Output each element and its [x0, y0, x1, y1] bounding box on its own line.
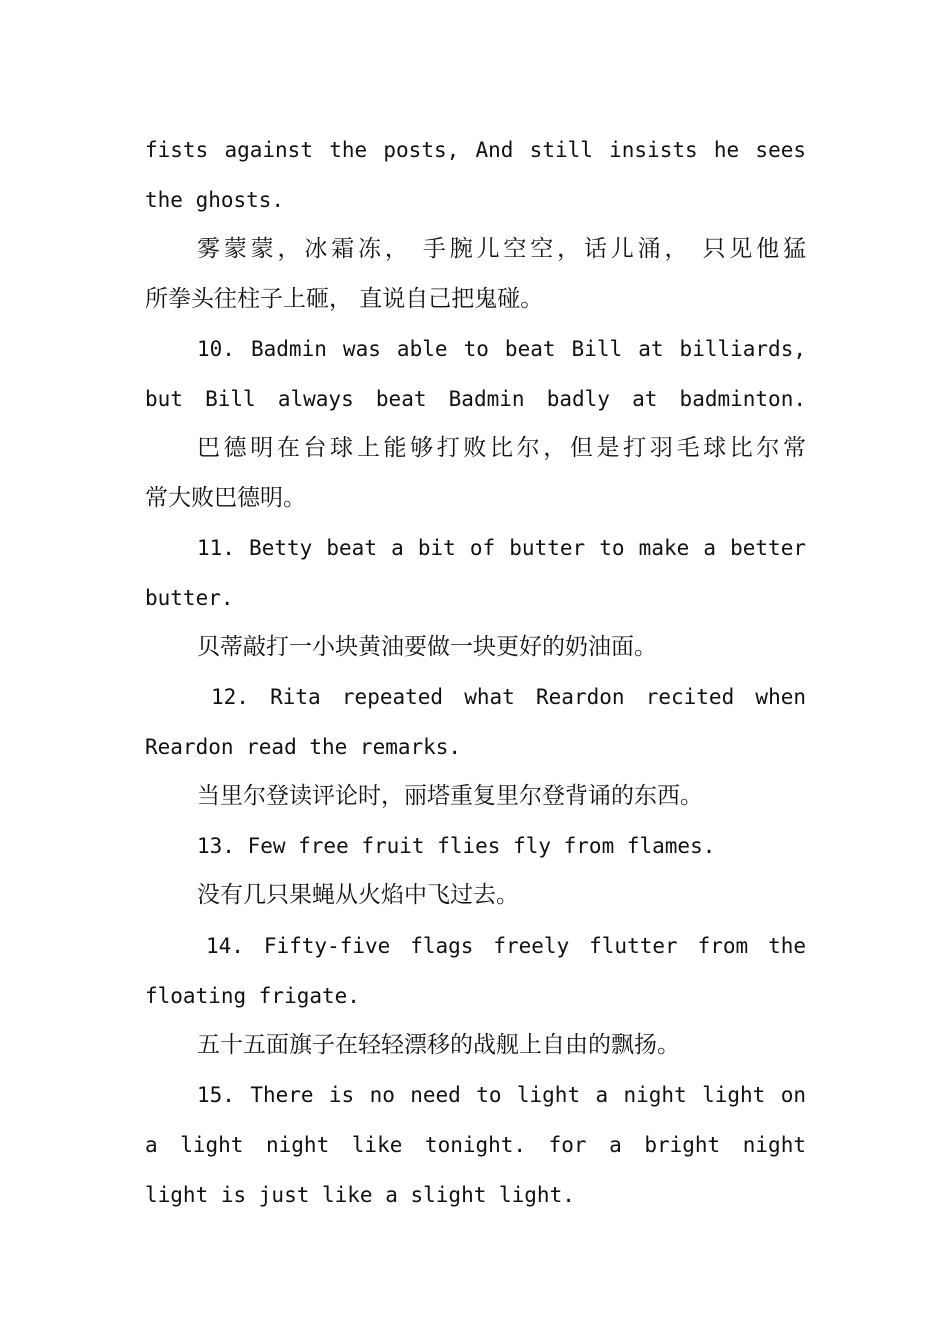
text-line: 常大败巴德明。 — [145, 485, 306, 511]
text-line: 没有几只果蝇从火焰中飞过去。 — [197, 882, 519, 908]
text-line: a light night like tonight. for a bright night — [145, 1133, 806, 1157]
text-line: 所拳头往柱子上砸， 直说自己把鬼碰。 — [145, 286, 544, 312]
text-line: 五十五面旗子在轻轻漂移的战舰上自由的飘扬。 — [197, 1032, 680, 1058]
text-line: 雾蒙蒙，冰霜冻， 手腕儿空空，话儿涌， 只见他猛 — [197, 236, 806, 262]
text-line: 13. Few free fruit flies fly from flames. — [197, 834, 716, 858]
text-line: light is just like a slight light. — [145, 1183, 575, 1207]
text-line: 12. Rita repeated what Reardon recited when — [211, 685, 806, 709]
text-line: 15. There is no need to light a night light on — [197, 1083, 806, 1107]
text-line: 当里尔登读评论时，丽塔重复里尔登背诵的东西。 — [197, 783, 703, 809]
text-line: 巴德明在台球上能够打败比尔，但是打羽毛球比尔常 — [197, 435, 806, 461]
text-line: but Bill always beat Badmin badly at badminton. — [145, 387, 806, 411]
text-line: floating frigate. — [145, 984, 360, 1008]
text-line: 11. Betty beat a bit of butter to make a better — [197, 536, 806, 560]
text-line: fists against the posts, And still insists he sees — [145, 138, 806, 162]
text-line: 贝蒂敲打一小块黄油要做一块更好的奶油面。 — [197, 634, 657, 660]
text-line: 10. Badmin was able to beat Bill at billiards, — [197, 337, 806, 361]
text-line: the ghosts. — [145, 188, 285, 212]
text-line: 14. Fifty-five flags freely flutter from the — [206, 934, 806, 958]
text-line: butter. — [145, 586, 234, 610]
text-line: Reardon read the remarks. — [145, 735, 462, 759]
